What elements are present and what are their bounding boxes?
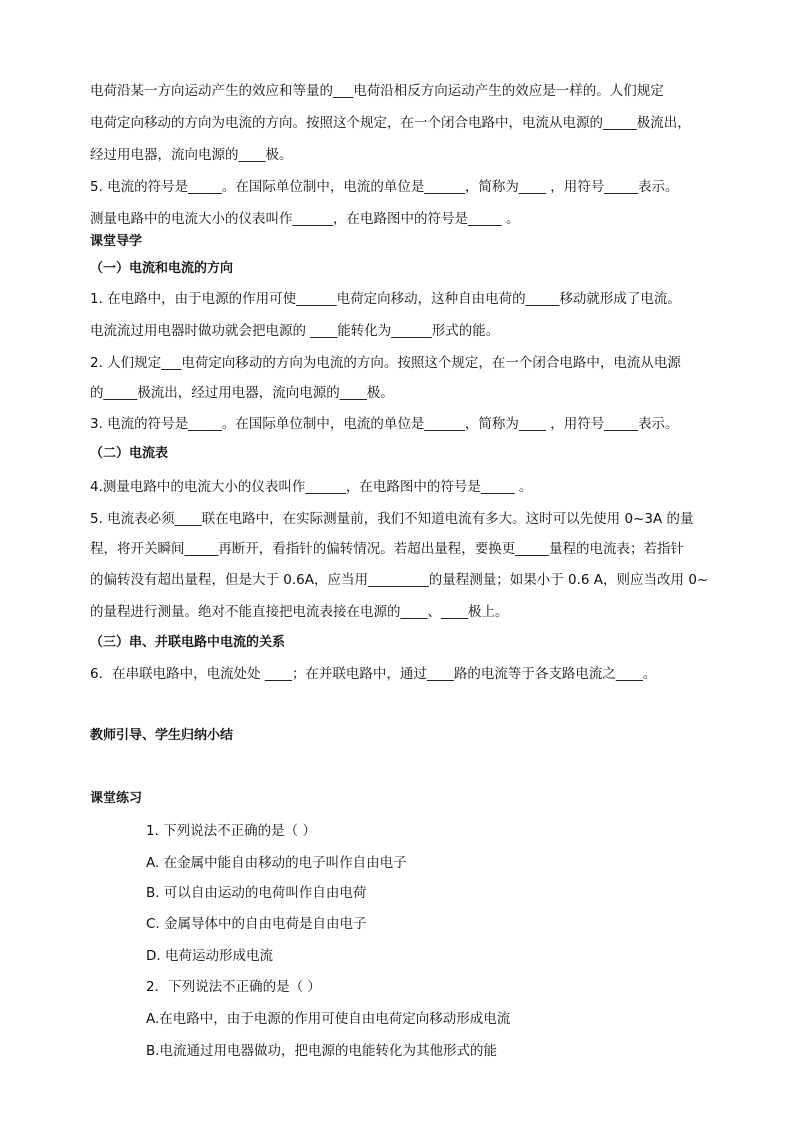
practice-1-option-b: B. 可以自由运动的电荷叫作自由电荷 (146, 885, 367, 901)
subsection-heading-1: （一）电流和电流的方向 (90, 261, 234, 276)
intro-line-1: 电荷沿某一方向运动产生的效应和等量的___电荷沿相反方向运动产生的效应是一样的。人们规定 (90, 83, 664, 99)
practice-question-1: 1. 下列说法不正确的是（ ） (146, 823, 316, 839)
intro-line-3: 经过用电器，流向电源的____极。 (90, 147, 293, 163)
subsection-heading-2: （二）电流表 (90, 446, 169, 461)
question-5-line-3: 的偏转没有超出量程，但是大于 0.6A，应当用_________的量程测量；如果小于 0.6 A，则应当改用 0~ (90, 572, 709, 588)
question-5-line-2: 程，将开关瞬间_____再断开，看指针的偏转情况。若超出量程，要换更_____量程的电流表；若指针 (90, 541, 684, 557)
section-heading-practice: 课堂练习 (90, 791, 143, 806)
practice-1-option-a: A. 在金属中能自由移动的电子叫作自由电子 (146, 855, 407, 871)
question-3: 3. 电流的符号是_____。在国际单位制中，电流的单位是______，简称为____ ，用符号_____表示。 (90, 416, 679, 432)
question-1-line-2: 电流流过用电器时做功就会把电源的 ____能转化为______形式的能。 (90, 323, 500, 339)
intro-line-4: 5. 电流的符号是_____。在国际单位制中，电流的单位是______，简称为____ ，用符号_____表示。 (90, 179, 679, 195)
practice-2-option-a: A.在电路中，由于电源的作用可使自由电荷定向移动形成电流 (146, 1011, 511, 1027)
intro-line-2: 电荷定向移动的方向为电流的方向。按照这个规定，在一个闭合电路中，电流从电源的_____极流出， (90, 115, 691, 131)
question-5-line-4: 的量程进行测量。绝对不能直接把电流表接在电源的____、____极上。 (90, 604, 509, 620)
section-heading-guide: 课堂导学 (90, 234, 143, 249)
practice-question-2: 2．下列说法不正确的是（ ） (146, 979, 321, 995)
intro-line-5: 测量电路中的电流大小的仪表叫作______，在电路图中的符号是_____ 。 (90, 211, 520, 227)
question-2-line-1: 2. 人们规定___电荷定向移动的方向为电流的方向。按照这个规定，在一个闭合电路中，电流从电源 (90, 355, 681, 371)
question-2-line-2: 的_____极流出，经过用电器，流向电源的____极。 (90, 385, 394, 401)
section-heading-summary: 教师引导、学生归纳小结 (90, 728, 234, 743)
practice-2-option-b: B.电流通过用电器做功，把电源的电能转化为其他形式的能 (146, 1043, 498, 1059)
question-1-line-1: 1. 在电路中，由于电源的作用可使______电荷定向移动，这种自由电荷的_____移动就形成了电流。 (90, 291, 681, 307)
question-4: 4.测量电路中的电流大小的仪表叫作______，在电路图中的符号是_____ 。 (90, 479, 533, 495)
practice-1-option-c: C. 金属导体中的自由电荷是自由电子 (146, 916, 367, 932)
question-5-line-1: 5. 电流表必须____联在电路中，在实际测量前，我们不知道电流有多大。这时可以先使用 0~3A 的量 (90, 511, 694, 527)
practice-1-option-d: D. 电荷运动形成电流 (146, 948, 273, 964)
subsection-heading-3: （三）串、并联电路中电流的关系 (90, 635, 286, 650)
question-6: 6．在串联电路中，电流处处 ____；在并联电路中，通过____路的电流等于各支路电流之____。 (90, 666, 657, 682)
